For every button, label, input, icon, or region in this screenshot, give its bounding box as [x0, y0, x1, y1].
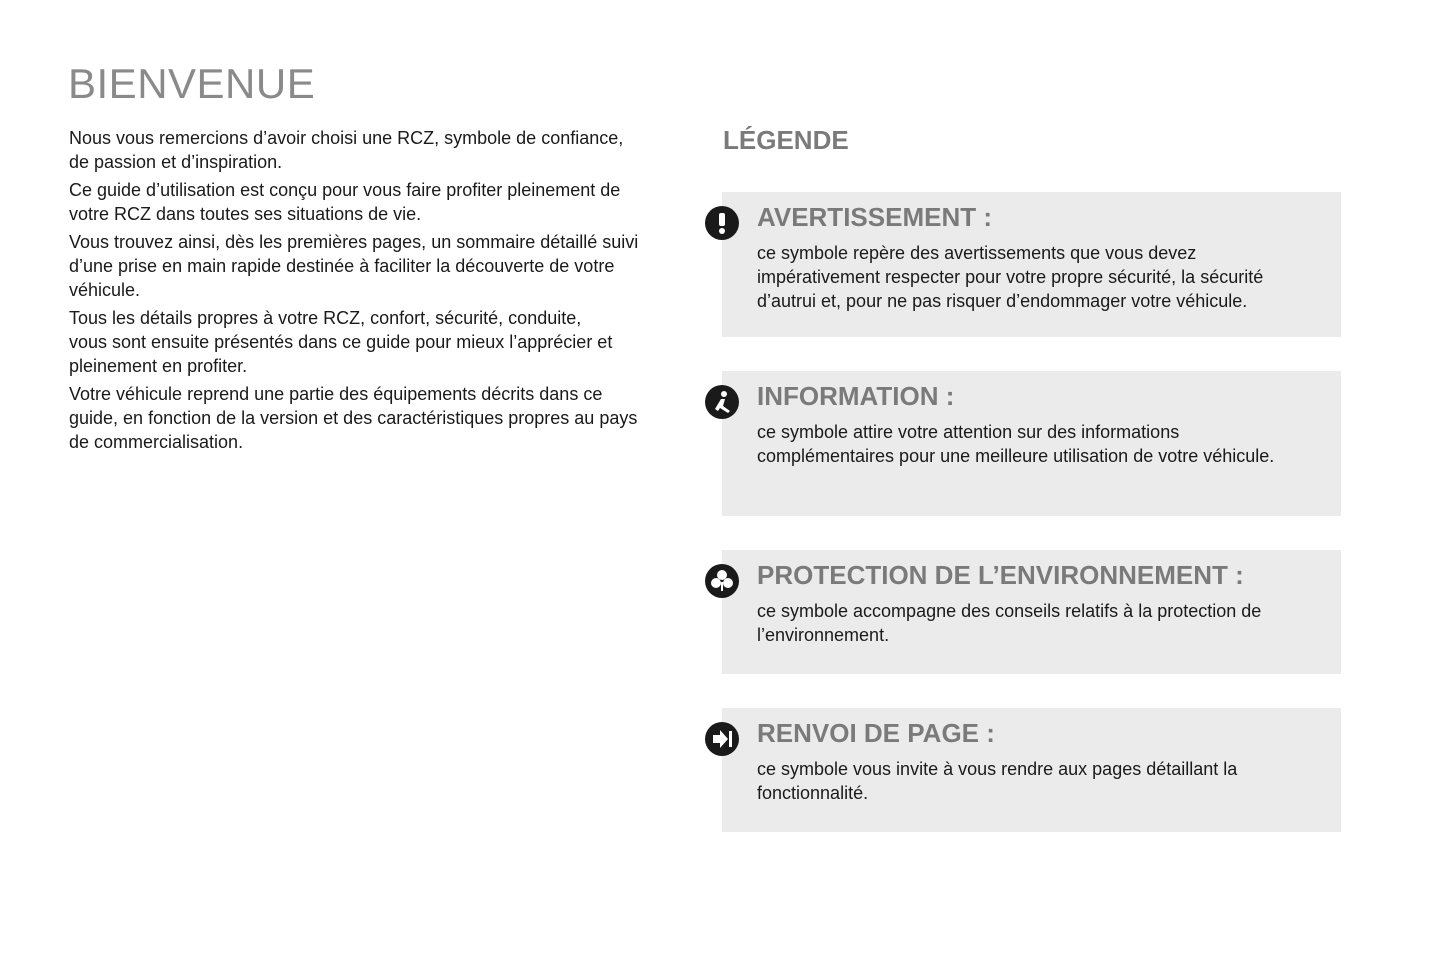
text-line: vous sont ensuite présentés dans ce guide pour mieux l’apprécier et [69, 332, 613, 352]
text-line: Tous les détails propres à votre RCZ, confort, sécurité, conduite, [69, 308, 582, 328]
text-line: Ce guide d’utilisation est conçu pour vous faire profiter pleinement de [69, 180, 621, 200]
legend-title: LÉGENDE [723, 125, 849, 155]
text-line: de passion et d’inspiration. [69, 152, 283, 172]
text-line: impérativement respecter pour votre propre sécurité, la sécurité [757, 267, 1264, 287]
intro-text [69, 126, 709, 458]
legend-item-title: INFORMATION : [757, 381, 955, 411]
legend-item-description [757, 420, 1274, 468]
legend-item-description [757, 757, 1237, 805]
text-line: ce symbole repère des avertissements que vous devez [757, 243, 1197, 263]
text-line: ce symbole attire votre attention sur des informations [757, 422, 1180, 442]
intro-paragraph [69, 306, 709, 378]
text-line: l’environnement. [757, 625, 890, 645]
legend-item-description [757, 241, 1263, 313]
legend-item-information [722, 371, 1341, 516]
legend-item-environment [722, 550, 1341, 674]
text-line: d’une prise en main rapide destinée à faciliter la découverte de votre [69, 256, 615, 276]
environment-icon [705, 564, 739, 598]
text-line: de commercialisation. [69, 432, 244, 452]
text-line: votre RCZ dans toutes ses situations de vie. [69, 204, 422, 224]
information-icon [705, 385, 739, 419]
text-line: ce symbole accompagne des conseils relatifs à la protection de [757, 601, 1262, 621]
text-line: guide, en fonction de la version et des caractéristiques propres au pays [69, 408, 638, 428]
text-line: d’autrui et, pour ne pas risquer d’endommager votre véhicule. [757, 291, 1248, 311]
page-title: BIENVENUE [68, 60, 316, 107]
legend-item-warning [722, 192, 1341, 337]
text-line: Nous vous remercions d’avoir choisi une RCZ, symbole de confiance, [69, 128, 624, 148]
text-line: véhicule. [69, 280, 141, 300]
intro-paragraph [69, 230, 709, 302]
text-line: fonctionnalité. [757, 783, 869, 803]
text-line: complémentaires pour une meilleure utilisation de votre véhicule. [757, 446, 1275, 466]
text-line: Vous trouvez ainsi, dès les premières pages, un sommaire détaillé suivi [69, 232, 639, 252]
legend-item-description [757, 599, 1261, 647]
text-line: pleinement en profiter. [69, 356, 248, 376]
intro-paragraph [69, 126, 709, 174]
text-line: Votre véhicule reprend une partie des équipements décrits dans ce [69, 384, 603, 404]
text-line: ce symbole vous invite à vous rendre aux pages détaillant la [757, 759, 1238, 779]
legend-item-title: AVERTISSEMENT : [757, 202, 992, 232]
page-reference-icon [705, 722, 739, 756]
warning-icon [705, 206, 739, 240]
legend-item-page-reference [722, 708, 1341, 832]
legend-item-title: PROTECTION DE L’ENVIRONNEMENT : [757, 560, 1244, 590]
intro-paragraph [69, 178, 709, 226]
intro-paragraph [69, 382, 709, 454]
legend-item-title: RENVOI DE PAGE : [757, 718, 995, 748]
